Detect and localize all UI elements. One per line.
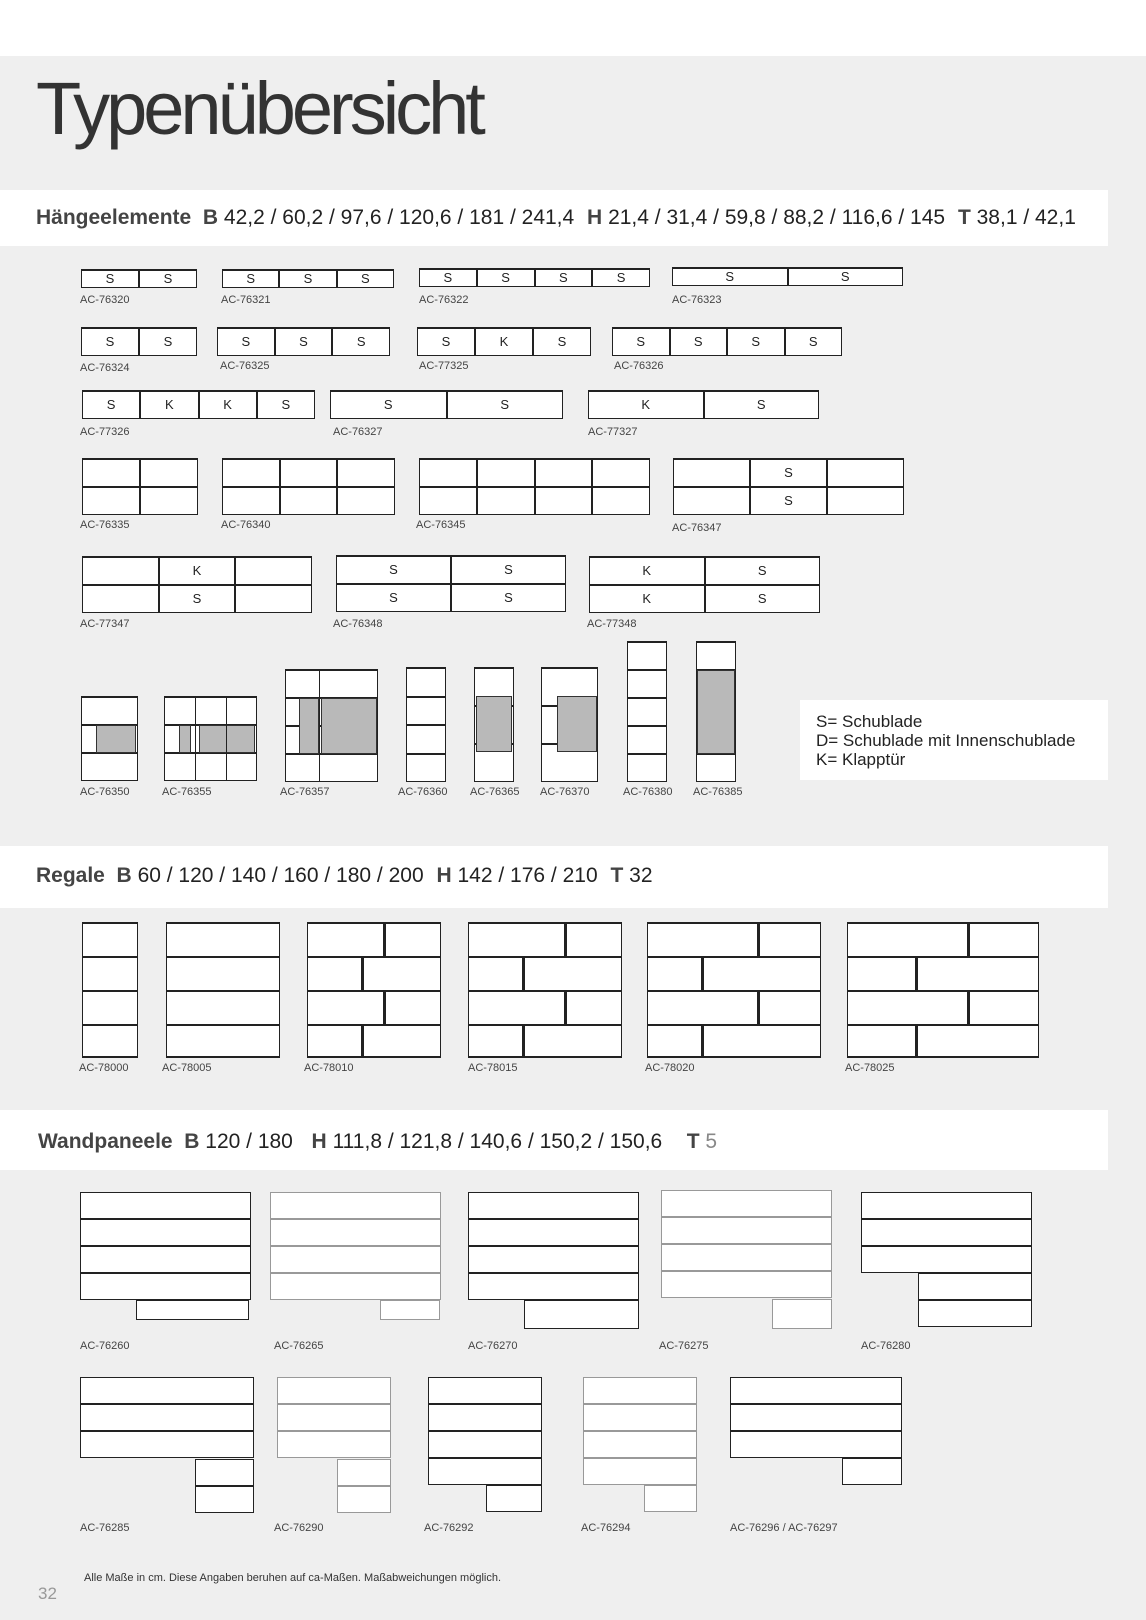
unit-cell	[696, 642, 736, 670]
shelf-board	[307, 956, 441, 958]
unit-cell	[337, 487, 395, 515]
unit-letter: S	[725, 269, 735, 284]
type-code: AC-78005	[162, 1062, 212, 1074]
unit-cell	[82, 487, 140, 515]
glass-door	[321, 698, 377, 754]
shelf-board	[82, 956, 138, 958]
wall-panel	[468, 1273, 639, 1300]
unit-cell	[627, 698, 667, 726]
unit-letter: S	[356, 334, 366, 349]
top-edge	[589, 556, 820, 558]
top-edge	[82, 390, 315, 392]
top-edge	[222, 269, 394, 271]
top-edge	[474, 667, 514, 669]
wall-panel	[730, 1404, 902, 1431]
shelf-board	[647, 990, 821, 992]
type-code: AC-78015	[468, 1062, 518, 1074]
unit-letter: S	[693, 334, 703, 349]
top-edge	[696, 641, 736, 643]
wall-panel	[277, 1431, 391, 1458]
unit-cell	[827, 459, 904, 487]
shelf-divider	[757, 922, 760, 956]
glass-door	[199, 725, 255, 753]
unit-letter: S	[757, 563, 767, 578]
unit-cell	[82, 459, 140, 487]
type-code: AC-76385	[693, 786, 743, 798]
wall-panel	[428, 1431, 542, 1458]
unit-letter: S	[441, 334, 451, 349]
unit-letter: S	[105, 271, 115, 286]
unit-cell	[406, 754, 446, 783]
top-edge	[588, 390, 819, 392]
wall-panel	[583, 1404, 697, 1431]
unit-letter: K	[642, 563, 652, 578]
unit-letter: S	[616, 270, 626, 285]
shelf-board	[166, 956, 280, 958]
type-code: AC-76294	[581, 1522, 631, 1534]
wall-panel	[842, 1458, 902, 1485]
type-code: AC-76357	[280, 786, 330, 798]
unit-letter: S	[299, 334, 308, 349]
shelf-divider	[701, 1024, 704, 1058]
unit-letter: S	[192, 591, 202, 606]
shelf-board	[468, 956, 622, 958]
shelf-divider	[522, 956, 525, 990]
top-edge	[217, 327, 390, 329]
wall-panel	[270, 1246, 441, 1273]
glass-door	[96, 725, 136, 753]
wall-panel	[195, 1486, 254, 1513]
unit-letter: S	[559, 270, 568, 285]
unit-letter: S	[501, 270, 510, 285]
type-code: AC-76323	[672, 294, 722, 306]
top-edge	[330, 390, 563, 392]
unit-letter: S	[389, 562, 398, 577]
shelf-board	[847, 956, 1039, 958]
type-code: AC-76355	[162, 786, 212, 798]
wall-panel	[428, 1404, 542, 1431]
unit-cell	[222, 459, 280, 487]
wall-panel	[468, 1219, 639, 1246]
type-code: AC-76350	[80, 786, 130, 798]
shelf-divider	[361, 956, 364, 990]
wall-panel	[428, 1458, 542, 1485]
shelf-board	[307, 1024, 441, 1026]
type-code: AC-78020	[645, 1062, 695, 1074]
unit-cell	[627, 754, 667, 782]
wall-panel	[136, 1300, 249, 1320]
top-edge	[419, 268, 650, 270]
shelf-divider	[564, 990, 567, 1024]
top-edge	[673, 458, 904, 460]
unit-letter: S	[303, 271, 313, 286]
unit-cell	[406, 725, 446, 754]
shelf-divider	[915, 956, 918, 990]
type-code: AC-76265	[274, 1340, 324, 1352]
unit-letter: K	[641, 397, 651, 412]
wall-panel	[861, 1192, 1032, 1219]
legend-item: D= Schublade mit Innenschublade	[816, 731, 1076, 750]
shelf-board	[468, 922, 622, 924]
section-name: Hängeelemente	[36, 206, 192, 229]
top-edge	[285, 669, 378, 671]
unit-cell	[164, 753, 257, 781]
top-edge	[419, 458, 650, 460]
shelf-divider	[915, 1024, 918, 1058]
unit-letter: S	[383, 397, 393, 412]
section-header-regale: Regale B 60 / 120 / 140 / 160 / 180 / 200 H 142 / 176 / 210 T 32	[0, 846, 1108, 908]
unit-cell	[477, 487, 535, 515]
type-code: AC-76285	[80, 1522, 130, 1534]
unit-letter: K	[165, 397, 174, 412]
unit-cell	[627, 726, 667, 754]
top-edge	[541, 667, 598, 669]
unit-cell	[81, 753, 138, 781]
shelf-board	[166, 922, 280, 924]
top-edge	[164, 696, 257, 698]
type-code: AC-76321	[221, 294, 271, 306]
shelf-divider	[361, 1024, 364, 1058]
unit-cell	[827, 487, 904, 515]
section-name: Regale	[36, 864, 105, 887]
wall-panel	[270, 1273, 441, 1300]
top-edge	[627, 641, 667, 643]
unit-letter: S	[557, 334, 567, 349]
unit-cell	[222, 487, 280, 515]
unit-cell	[235, 557, 312, 585]
type-code: AC-77326	[80, 426, 130, 438]
shelf-board	[468, 1056, 622, 1058]
unit-cell	[280, 459, 338, 487]
unit-cell	[535, 487, 593, 515]
shelf-board	[647, 1056, 821, 1058]
top-edge	[82, 458, 198, 460]
wall-panel	[524, 1300, 639, 1329]
type-code: AC-76340	[221, 519, 271, 531]
top-edge	[81, 269, 197, 271]
unit-cell	[673, 459, 750, 487]
type-code: AC-78010	[304, 1062, 354, 1074]
shelf-board	[82, 1024, 138, 1026]
shelf-divider	[383, 922, 386, 956]
glass-door	[557, 696, 597, 752]
shelf-board	[847, 922, 1039, 924]
type-code: AC-76275	[659, 1340, 709, 1352]
wall-panel	[80, 1219, 251, 1246]
wall-panel	[277, 1377, 391, 1404]
top-edge	[81, 696, 138, 698]
type-code: AC-77347	[80, 618, 130, 630]
shelf-board	[166, 1024, 280, 1026]
wall-panel	[730, 1431, 902, 1458]
unit-letter: S	[840, 269, 850, 284]
shelf-board	[847, 1056, 1039, 1058]
section-header-wand: Wandpaneele B 120 / 180 H 111,8 / 121,8 / 140,6 / 150,2 / 150,6 T 5	[0, 1110, 1108, 1170]
legend-item: S= Schublade	[816, 712, 923, 731]
page-number: 32	[38, 1584, 57, 1603]
type-code: AC-76348	[333, 618, 383, 630]
type-code: AC-77327	[588, 426, 638, 438]
legend-box	[800, 700, 1108, 780]
footnote: Alle Maße in cm. Diese Angaben beruhen auf ca-Maßen. Maßabweichungen möglich.	[84, 1572, 502, 1584]
unit-cell	[82, 585, 159, 613]
unit-cell	[82, 557, 159, 585]
shelf-divider	[757, 990, 760, 1024]
unit-cell	[592, 459, 650, 487]
type-code: AC-76370	[540, 786, 590, 798]
unit-cell	[406, 668, 446, 697]
unit-letter: S	[784, 493, 793, 508]
legend-item: K= Klapptür	[816, 750, 906, 769]
top-edge	[222, 458, 395, 460]
wall-panel	[730, 1377, 902, 1404]
unit-letter: S	[163, 334, 173, 349]
unit-cell	[673, 487, 750, 515]
shelf-board	[166, 1056, 280, 1058]
shelf-divider	[564, 922, 567, 956]
glass-door	[299, 698, 319, 754]
glass-door	[179, 725, 191, 753]
unit-cell	[285, 754, 378, 782]
type-code: AC-76347	[672, 522, 722, 534]
shelf-board	[647, 956, 821, 958]
type-code: AC-78000	[79, 1062, 129, 1074]
shelf-board	[82, 990, 138, 992]
wall-panel	[337, 1486, 391, 1513]
wall-panel	[583, 1431, 697, 1458]
unit-cell	[592, 487, 650, 515]
unit-cell	[140, 487, 198, 515]
unit-letter: S	[106, 397, 116, 412]
wall-panel	[468, 1192, 639, 1219]
type-code: AC-76270	[468, 1340, 518, 1352]
unit-letter: S	[241, 334, 251, 349]
shelf-divider	[701, 956, 704, 990]
type-code: AC-76335	[80, 519, 130, 531]
section-header-haenge: Hängeelemente B 42,2 / 60,2 / 97,6 / 120,6 / 181 / 241,4 H 21,4 / 31,4 / 59,8 / 88,2 / 116,6 / 145 T 38,1 / 42,1	[0, 190, 1108, 246]
wall-panel	[80, 1431, 254, 1458]
shelf-board	[468, 990, 622, 992]
unit-letter: S	[636, 334, 646, 349]
type-code: AC-76296 / AC-76297	[730, 1522, 838, 1534]
unit-letter: K	[223, 397, 232, 412]
unit-letter: S	[443, 270, 453, 285]
unit-letter: S	[784, 465, 793, 480]
wall-panel	[583, 1377, 697, 1404]
wall-panel	[772, 1299, 832, 1329]
unit-letter: S	[105, 334, 115, 349]
unit-letter: S	[504, 562, 513, 577]
wall-panel	[277, 1404, 391, 1431]
top-edge	[612, 327, 842, 329]
wall-panel	[195, 1459, 254, 1486]
type-code: AC-77348	[587, 618, 637, 630]
unit-cell	[477, 459, 535, 487]
top-edge	[406, 667, 446, 669]
top-edge	[417, 327, 591, 329]
top-edge	[82, 556, 312, 558]
type-code: AC-76292	[424, 1522, 474, 1534]
top-edge	[672, 267, 903, 269]
type-code: AC-77325	[419, 360, 469, 372]
wall-panel	[661, 1244, 832, 1271]
shelf-divider	[383, 990, 386, 1024]
glass-door	[697, 670, 735, 754]
type-code: AC-76365	[470, 786, 520, 798]
unit-letter: S	[360, 271, 370, 286]
section-name: Wandpaneele	[38, 1130, 173, 1153]
unit-letter: S	[756, 397, 766, 412]
type-code: AC-76260	[80, 1340, 130, 1352]
type-code: AC-76324	[80, 362, 130, 374]
wall-panel	[380, 1300, 440, 1320]
type-code: AC-76326	[614, 360, 664, 372]
type-code: AC-76320	[80, 294, 130, 306]
unit-cell	[337, 459, 395, 487]
unit-letter: S	[808, 334, 818, 349]
wall-panel	[661, 1271, 832, 1298]
wall-panel	[337, 1459, 391, 1486]
type-code: AC-76327	[333, 426, 383, 438]
wall-panel	[428, 1377, 542, 1404]
type-code: AC-78025	[845, 1062, 895, 1074]
unit-cell	[164, 697, 257, 725]
unit-letter: S	[389, 590, 398, 605]
divider	[195, 697, 196, 781]
shelf-board	[166, 990, 280, 992]
wall-panel	[270, 1219, 441, 1246]
wall-panel	[861, 1246, 1032, 1273]
wall-panel	[918, 1273, 1032, 1300]
unit-cell	[535, 459, 593, 487]
unit-cell	[406, 697, 446, 726]
type-code: AC-76360	[398, 786, 448, 798]
shelf-divider	[967, 922, 970, 956]
unit-cell	[627, 670, 667, 698]
shelf-divider	[967, 990, 970, 1024]
shelf-board	[847, 990, 1039, 992]
type-code: AC-76325	[220, 360, 270, 372]
glass-door	[476, 696, 512, 752]
wall-panel	[468, 1246, 639, 1273]
type-code: AC-76322	[419, 294, 469, 306]
page-title: Typenübersicht	[36, 67, 482, 150]
wall-panel	[644, 1485, 697, 1512]
unit-cell	[696, 754, 736, 782]
wall-panel	[918, 1300, 1032, 1327]
unit-letter: S	[751, 334, 761, 349]
unit-cell	[280, 487, 338, 515]
type-code: AC-76290	[274, 1522, 324, 1534]
wall-panel	[861, 1219, 1032, 1246]
wall-panel	[80, 1273, 251, 1300]
shelf-board	[82, 922, 138, 924]
wall-panel	[661, 1190, 832, 1217]
unit-letter: K	[499, 334, 509, 349]
shelf-board	[82, 1056, 138, 1058]
shelf-board	[307, 1056, 441, 1058]
shelf-board	[647, 1024, 821, 1026]
unit-letter: S	[281, 397, 291, 412]
unit-letter: K	[642, 591, 652, 606]
unit-cell	[285, 670, 378, 698]
wall-panel	[80, 1192, 251, 1219]
shelf-board	[468, 1024, 622, 1026]
shelf-board	[307, 922, 441, 924]
wall-panel	[80, 1246, 251, 1273]
shelf-board	[307, 990, 441, 992]
unit-letter: S	[246, 271, 255, 286]
wall-panel	[486, 1485, 542, 1512]
wall-panel	[80, 1404, 254, 1431]
wall-panel	[270, 1192, 441, 1219]
shelf-board	[647, 922, 821, 924]
wall-panel	[661, 1217, 832, 1244]
unit-cell	[140, 459, 198, 487]
unit-letter: S	[500, 397, 510, 412]
type-code: AC-76280	[861, 1340, 911, 1352]
unit-letter: S	[504, 590, 513, 605]
top-edge	[81, 327, 197, 329]
wall-panel	[80, 1377, 254, 1404]
unit-cell	[627, 642, 667, 670]
shelf-board	[847, 1024, 1039, 1026]
unit-cell	[419, 487, 477, 515]
unit-cell	[419, 459, 477, 487]
unit-letter: S	[163, 271, 173, 286]
unit-cell	[81, 697, 138, 725]
unit-letter: K	[192, 563, 202, 578]
shelf-divider	[522, 1024, 525, 1058]
top-edge	[336, 555, 566, 557]
type-code: AC-76345	[416, 519, 466, 531]
divider	[319, 670, 320, 782]
divider	[226, 697, 227, 781]
wall-panel	[583, 1458, 697, 1485]
type-code: AC-76380	[623, 786, 673, 798]
unit-cell	[235, 585, 312, 613]
unit-letter: S	[757, 591, 767, 606]
